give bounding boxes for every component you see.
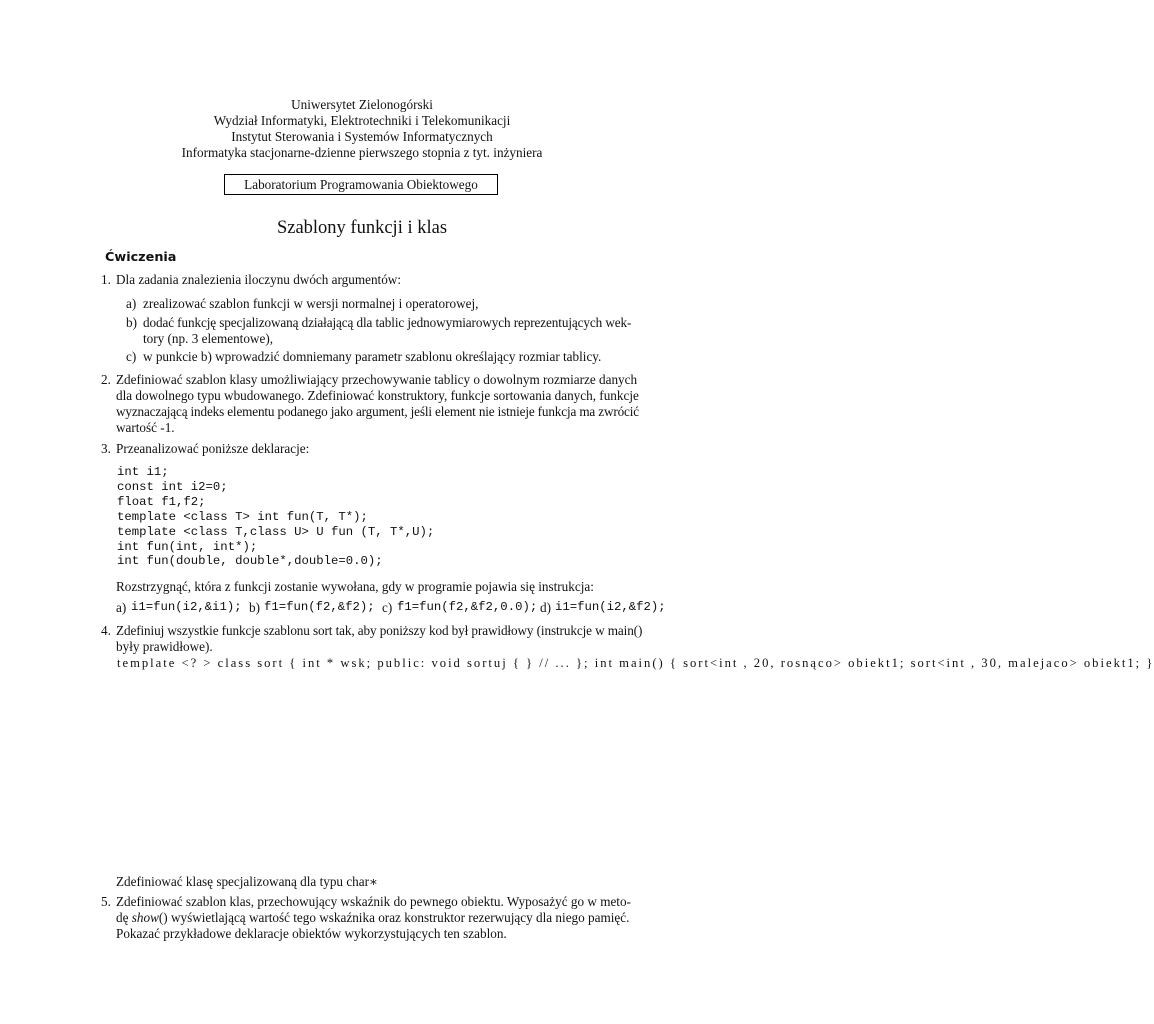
ex5-line-3: Pokazać przykładowe deklaracje obiektów wykorzystujących ten szablon. xyxy=(116,926,507,941)
ex4-code-line: int main() { xyxy=(594,656,678,670)
ex3-code-line: int i1; xyxy=(117,465,169,479)
ex4-code-line: } xyxy=(1146,656,1154,670)
ex3-code-line: int fun(int, int*); xyxy=(117,540,258,554)
ex2-number: 2. xyxy=(101,372,111,387)
header-program: Informatyka stacjonarne-dzienne pierwszego stopnia z tyt. inżyniera xyxy=(181,145,543,160)
ex4-code-block xyxy=(117,656,1154,672)
ex3-opt-a-label: a) xyxy=(116,600,127,615)
ex5-line-2 xyxy=(116,910,629,926)
lab-box: Laboratorium Programowania Obiektowego xyxy=(224,174,498,195)
header-institute: Instytut Sterowania i Systemów Informatycznych xyxy=(231,129,493,144)
ex1-c-label: c) xyxy=(126,349,137,364)
ex1-a-text: zrealizować szablon funkcji w wersji normalnej i operatorowej, xyxy=(143,296,479,311)
ex4-code-line: }; xyxy=(576,656,590,670)
ex1-b-label: b) xyxy=(126,315,137,330)
ex4-code-line: int * wsk; xyxy=(302,656,373,670)
ex3-question: Rozstrzygnąć, która z funkcji zostanie wywołana, gdy w programie pojawia się instrukcja: xyxy=(116,579,594,594)
ex4-line-1: Zdefiniuj wszystkie funkcje szablonu sort tak, aby poniższy kod był prawidłowy (instrukcje w main() xyxy=(116,623,643,638)
ex3-code-line: float f1,f2; xyxy=(117,495,206,509)
ex5-line-2-em: show xyxy=(131,910,159,925)
document-title: Szablony funkcji i klas xyxy=(276,218,448,238)
ex4-code-line: } xyxy=(526,656,535,670)
ex3-opt-b: f1=fun(f2,&f2); xyxy=(264,600,375,614)
ex5-line-1: Zdefiniować szablon klas, przechowujący wskaźnik do pewnego obiektu. Wyposażyć go w meto- xyxy=(116,894,631,909)
header-university: Uniwersytet Zielonogórski xyxy=(291,97,433,112)
ex3-opt-b-label: b) xyxy=(249,600,260,615)
ex3-opt-a: i1=fun(i2,&i1); xyxy=(131,600,242,614)
ex4-code-line: public: xyxy=(377,656,427,670)
ex5-line-2-pre: dę xyxy=(116,910,132,925)
ex5-line-2-post: () wyświetlającą wartość tego wskaźnika oraz konstruktor rezerwujący dla niego pamięć. xyxy=(158,910,630,925)
ex2-line-4: wartość -1. xyxy=(116,420,175,435)
ex1-a-label: a) xyxy=(126,296,137,311)
ex3-number: 3. xyxy=(101,441,111,456)
ex4-after: Zdefiniować klasę specjalizowaną dla typu char∗ xyxy=(116,874,378,889)
ex3-code-line: const int i2=0; xyxy=(117,480,228,494)
ex4-code-line: sort<int , 20, rosnąco> obiekt1; xyxy=(683,656,906,670)
ex3-opt-d: i1=fun(i2,&f2); xyxy=(555,600,666,614)
ex4-code-line: void sortuj { xyxy=(431,656,521,670)
ex4-code-line: // ... xyxy=(539,656,571,670)
ex1-b-text-2: tory (np. 3 elementowe), xyxy=(143,331,274,346)
ex1-c-text: w punkcie b) wprowadzić domniemany parametr szablonu określający rozmiar tablicy. xyxy=(143,349,602,364)
ex3-code-line: int fun(double, double*,double=0.0); xyxy=(117,554,383,568)
ex4-code-line: sort<int , 30, malejaco> obiekt1; xyxy=(910,656,1142,670)
ex4-code-line: class sort { xyxy=(217,656,298,670)
section-heading: Ćwiczenia xyxy=(105,250,177,265)
ex2-line-1: Zdefiniować szablon klasy umożliwiający przechowywanie tablicy o dowolnym rozmiarze danych xyxy=(116,372,638,387)
ex3-code-line: template <class T,class U> U fun (T, T*,U); xyxy=(117,525,435,539)
ex1-text: Dla zadania znalezienia iloczynu dwóch argumentów: xyxy=(116,272,401,287)
ex3-opt-c: f1=fun(f2,&f2,0.0); xyxy=(397,600,538,614)
header-faculty: Wydział Informatyki, Elektrotechniki i Telekomunikacji xyxy=(213,113,511,128)
ex1-number: 1. xyxy=(101,272,111,287)
ex5-number: 5. xyxy=(101,894,111,909)
ex4-number: 4. xyxy=(101,623,111,638)
ex4-line-2: były prawidłowe). xyxy=(116,639,213,654)
ex3-opt-c-label: c) xyxy=(382,600,393,615)
ex4-code-line: template <? > xyxy=(117,656,213,670)
ex3-opt-d-label: d) xyxy=(540,600,551,615)
ex3-code-line: template <class T> int fun(T, T*); xyxy=(117,510,368,524)
ex1-b-text-1: dodać funkcję specjalizowaną działającą dla tablic jednowymiarowych reprezentujących wek- xyxy=(143,315,632,330)
ex3-text: Przeanalizować poniższe deklaracje: xyxy=(116,441,310,456)
ex2-line-2: dla dowolnego typu wbudowanego. Zdefiniować konstruktory, funkcje sortowania danych, funkcje xyxy=(116,388,639,403)
ex2-line-3: wyznaczającą indeks elementu podanego jako argument, jeśli element nie istnieje funkcja ma zwrócić xyxy=(116,404,639,419)
